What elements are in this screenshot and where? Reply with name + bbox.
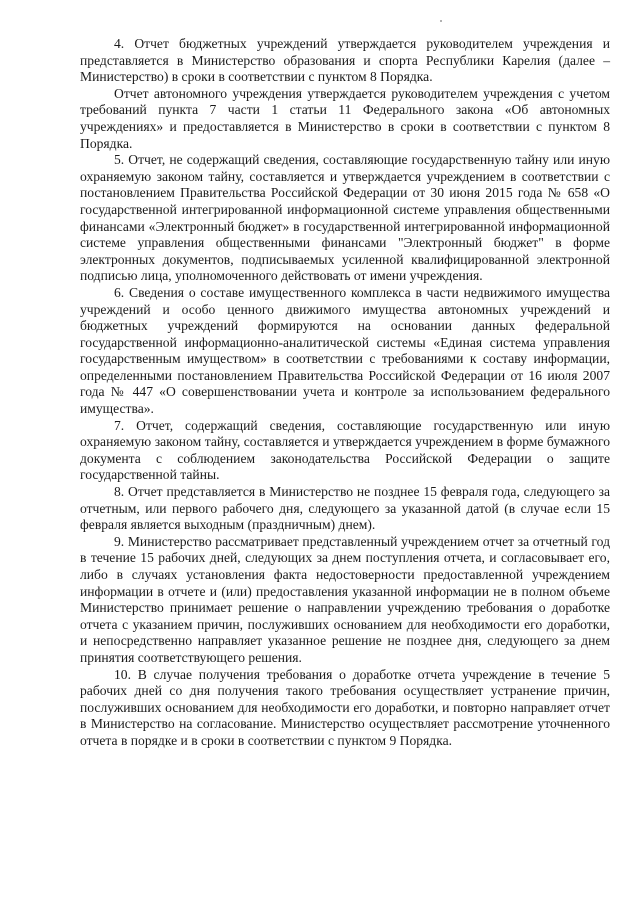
- paragraph-8: 8. Отчет представляется в Министерство не позднее 15 февраля года, следующего за отчетным, или первого рабочего дня, следующего за указанной датой (в случае если 15 февраля является выходным (праздничным) днем).: [80, 484, 610, 533]
- paragraph-6: 6. Сведения о составе имущественного комплекса в части недвижимого имущества учреждений и особо ценного движимого имущества автономных учреждений и бюджетных учреждений формируются на основании данных федеральной государственной информационно-аналитической системы «Единая система управления государственным имуществом» в соответствии с требованиями к составу информации, определенными постановлением Правительства Российской Федерации от 16 июля 2007 года № 447 «О совершенствовании учета и контроле за использованием федерального имущества».: [80, 284, 610, 417]
- document-page: [80, 36, 610, 750]
- paragraph-9: 9. Министерство рассматривает представленный учреждением отчет за отчетный год в течение 15 рабочих дней, следующих за днем поступления отчета, и согласовывает его, либо в случаях установления факта недостоверности предоставленной учреждением информации в отчете и (или) предоставления указанной информации не в полном объеме Министерство принимает решение о направлении учреждению требования о доработке отчета с указанием причин, послуживших основанием для необходимости его доработки, и непосредственно направляет указанное решение не позднее дня, следующего за днем принятия соответствующего решения.: [80, 533, 610, 665]
- paragraph-7: 7. Отчет, содержащий сведения, составляющие государственную или иную охраняемую законом тайну, составляется и утверждается учреждением в форме бумажного документа с соблюдением законодательства Российской Федерации о защите государственной тайны.: [80, 417, 610, 483]
- paragraph-5: 5. Отчет, не содержащий сведения, составляющие государственную тайну или иную охраняемую законом тайну, составляется и утверждается учреждением в соответствии с постановлением Правительства Российской Федерации от 30 июня 2015 года № 658 «О государственной интегрированной информационной системе управления общественными финансами «Электронный бюджет» в государственной интегрированной информационной системе управления общественными финансами "Электронный бюджет" в форме электронных документов, подписываемых усиленной квалифицированной электронной подписью лица, уполномоченного действовать от имени учреждения.: [80, 152, 610, 284]
- paragraph-4-autonomous: Отчет автономного учреждения утверждается руководителем учреждения с учетом требований пункта 7 части 1 статьи 11 Федерального закона «Об автономных учреждениях» и предоставляется в Министерство в сроки в соответствии с пунктом 8 Порядка.: [80, 85, 610, 151]
- paragraph-10: 10. В случае получения требования о доработке отчета учреждение в течение 5 рабочих дней со дня получения такого требования осуществляет устранение причин, послуживших основанием для необходимости его доработки, и повторно направляет отчет в Министерство на согласование. Министерство осуществляет рассмотрение уточненного отчета в порядке и в сроки в соответствии с пунктом 9 Порядка.: [80, 666, 610, 748]
- scan-speck: [440, 20, 442, 22]
- paragraph-4: 4. Отчет бюджетных учреждений утверждается руководителем учреждения и представляется в Министерство образования и спорта Республики Карелия (далее – Министерство) в сроки в соответствии с пунктом 8 Порядка.: [80, 36, 610, 85]
